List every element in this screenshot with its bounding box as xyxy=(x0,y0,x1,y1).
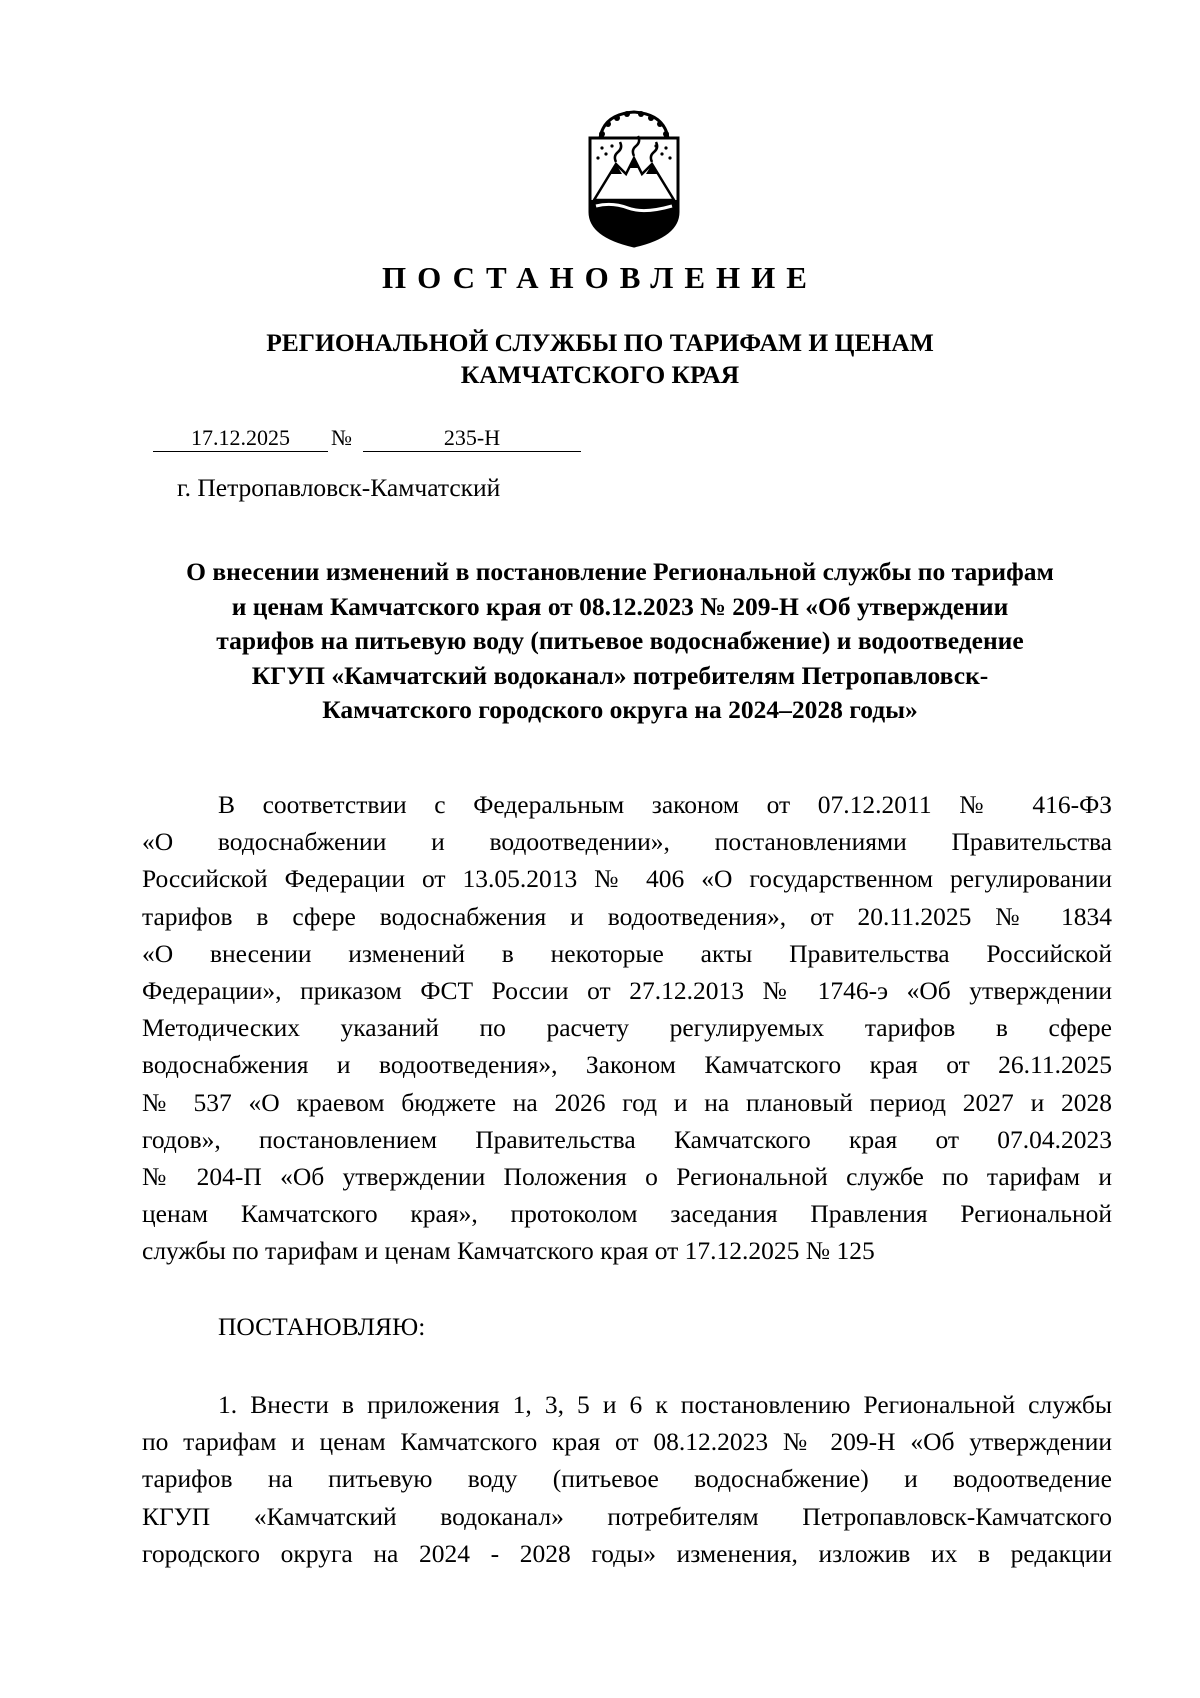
kamchatka-coat-of-arms-icon xyxy=(582,108,686,248)
authority-line: КАМЧАТСКОГО КРАЯ xyxy=(460,360,740,389)
city: г. Петропавловск-Камчатский xyxy=(177,473,501,502)
decree-date: 17.12.2025 xyxy=(191,425,290,450)
text-line: «О внесении изменений в некоторые акты Правительства Российской xyxy=(142,938,1112,968)
text-line: № 537 «О краевом бюджете на 2026 год и на плановый период 2027 и 2028 xyxy=(142,1087,1112,1117)
text-line: КГУП «Камчатский водоканал» потребителям Петропавловск-Камчатского xyxy=(142,1501,1112,1531)
subject-line: тарифов на питьевую воду (питьевое водоснабжение) и водоотведение xyxy=(216,626,1024,655)
text-line: «О водоснабжении и водоотведении», постановлениями Правительства xyxy=(142,827,1112,857)
decree-number: 235-Н xyxy=(443,425,501,450)
number-sign: № xyxy=(331,425,352,450)
date-number-row xyxy=(153,424,583,454)
item-1-paragraph xyxy=(142,1386,1112,1572)
text-line: по тарифам и ценам Камчатского края от 08.12.2023 № 209-Н «Об утверждении xyxy=(142,1427,1112,1457)
preamble-paragraph xyxy=(142,786,1112,1269)
date-underline xyxy=(153,451,328,452)
text-line: городского округа на 2024 - 2028 годы» изменения, изложив их в редакции xyxy=(142,1538,1112,1568)
decree-operative-word: ПОСТАНОВЛЯЮ: xyxy=(218,1312,426,1341)
text-line: службы по тарифам и ценам Камчатского края от 17.12.2025 № 125 xyxy=(142,1236,875,1266)
subject-line: О внесении изменений в постановление Региональной службы по тарифам xyxy=(186,557,1054,586)
number-underline xyxy=(363,451,581,452)
text-line: № 204-П «Об утверждении Положения о Региональной службе по тарифам и xyxy=(142,1161,1112,1191)
text-line: водоснабжения и водоотведения», Законом Камчатского края от 26.11.2025 xyxy=(142,1050,1112,1080)
issuing-authority xyxy=(0,327,1200,391)
text-line: ценам Камчатского края», протоколом заседания Правления Региональной xyxy=(142,1199,1112,1229)
subject-line: и ценам Камчатского края от 08.12.2023 № 209-Н «Об утверждении xyxy=(231,591,1009,621)
text-line: 1. Внести в приложения 1, 3, 5 и 6 к постановлению Региональной службы xyxy=(218,1390,1112,1419)
decree-title: ПОСТАНОВЛЕНИЕ xyxy=(382,260,818,295)
text-line: Российской Федерации от 13.05.2013 № 406 «О государственном регулировании xyxy=(142,864,1112,894)
decree-subject xyxy=(140,555,1100,728)
subject-line: Камчатского городского округа на 2024–2028 годы» xyxy=(322,695,918,724)
text-line: В соответствии с Федеральным законом от 07.12.2011 № 416-ФЗ xyxy=(218,790,1112,819)
authority-line: РЕГИОНАЛЬНОЙ СЛУЖБЫ ПО ТАРИФАМ И ЦЕНАМ xyxy=(266,328,934,357)
text-line: тарифов на питьевую воду (питьевое водоснабжение) и водоотведение xyxy=(142,1464,1112,1494)
text-line: Федерации», приказом ФСТ России от 27.12.2013 № 1746-э «Об утверждении xyxy=(142,975,1112,1005)
text-line: тарифов в сфере водоснабжения и водоотведения», от 20.11.2025 № 1834 xyxy=(142,901,1112,931)
text-line: Методических указаний по расчету регулируемых тарифов в сфере xyxy=(142,1013,1112,1043)
text-line: годов», постановлением Правительства Камчатского края от 07.04.2023 xyxy=(142,1124,1112,1154)
subject-line: КГУП «Камчатский водоканал» потребителям Петропавловск- xyxy=(251,660,989,690)
